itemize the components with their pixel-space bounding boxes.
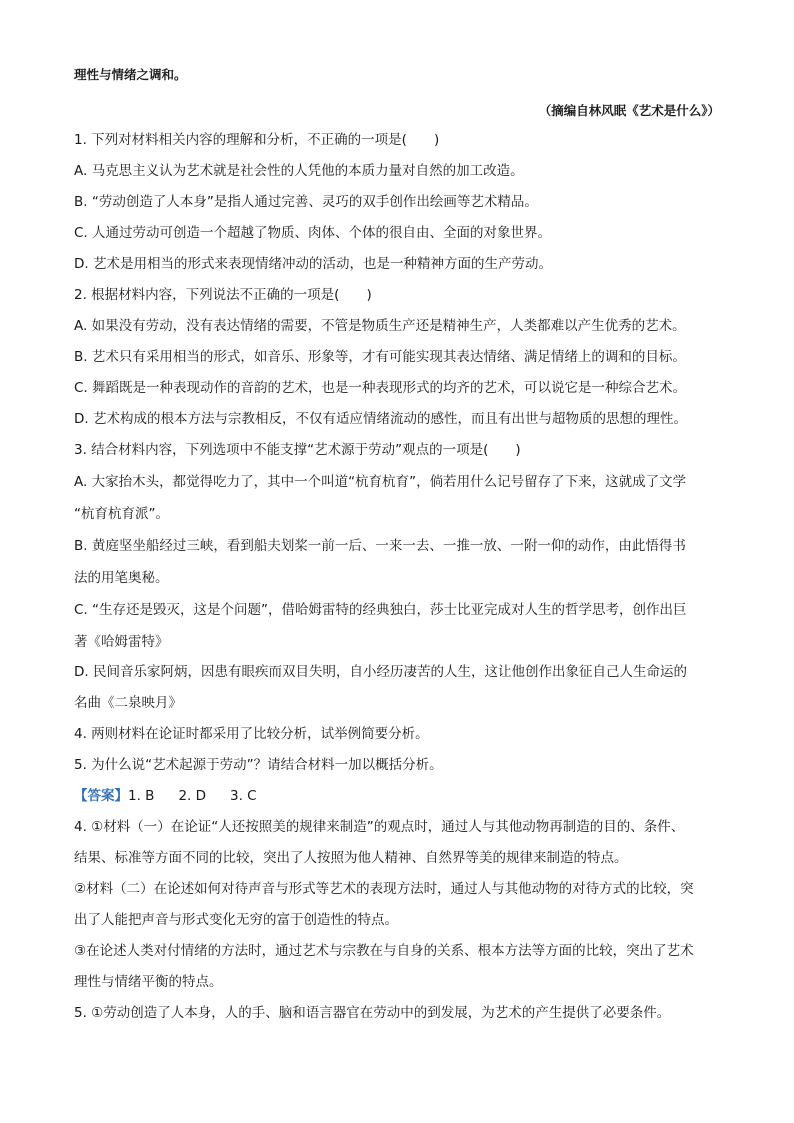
question-3-stem: 3. 结合材料内容，下列选项中不能支撑“艺术源于劳动”观点的一项是( ) — [74, 442, 521, 458]
question-1-option-c: C. 人通过劳动可创造一个超越了物质、肉体、个体的很自由、全面的对象世界。 — [74, 225, 552, 241]
answer-5-line-1: 5. ①劳动创造了人本身，人的手、脑和语言器官在劳动中的到发展，为艺术的产生提供了必要条件。 — [74, 1005, 671, 1021]
question-3-option-d-line-2: 名曲《二泉映月》 — [74, 695, 182, 711]
question-2-option-c: C. 舞蹈既是一种表现动作的音韵的艺术，也是一种表现形式的均齐的艺术，可以说它是一种综合艺术。 — [74, 380, 687, 396]
question-4: 4. 两则材料在论证时都采用了比较分析，试举例简要分析。 — [74, 726, 429, 742]
question-2-stem: 2. 根据材料内容，下列说法不正确的一项是( ) — [74, 287, 372, 303]
answer-4-line-3: ②材料（二）在论述如何对待声音与形式等艺术的表现方法时，通过人与其他动物的对待方式的比较，突 — [74, 881, 694, 897]
answer-tag: 【答案】 — [74, 788, 128, 804]
question-3-option-c-line-1: C. “生存还是毁灭，这是个问题”，借哈姆雷特的经典独白，莎士比亚完成对人生的哲学思考，创作出巨 — [74, 602, 687, 618]
question-3-option-c-line-2: 著《哈姆雷特》 — [74, 634, 169, 650]
answer-4-line-1: 4. ①材料（一）在论证“人还按照美的规律来制造”的观点时，通过人与其他动物再制造的目的、条件、 — [74, 819, 685, 835]
question-2-option-b: B. 艺术只有采用相当的形式，如音乐、形象等，才有可能实现其表达情绪、满足情绪上的调和的目标。 — [74, 349, 686, 365]
answer-4-line-4: 出了人能把声音与形式变化无穷的富于创造性的特点。 — [74, 912, 398, 928]
question-3-option-a-line-1: A. 大家抬木头，都觉得吃力了，其中一个叫道“杭育杭育”，倘若用什么记号留存了下来，这就成了文学 — [74, 474, 687, 490]
question-1-option-d: D. 艺术是用相当的形式来表现情绪冲动的活动，也是一种精神方面的生产劳动。 — [74, 256, 552, 272]
question-5: 5. 为什么说“艺术起源于劳动”？请结合材料一加以概括分析。 — [74, 757, 443, 773]
question-3-option-a-line-2: “杭育杭育派”。 — [74, 506, 169, 522]
answer-2: 2. D — [178, 788, 207, 804]
question-1-stem: 1. 下列对材料相关内容的理解和分析，不正确的一项是( ) — [74, 132, 440, 148]
question-3-option-d-line-1: D. 民间音乐家阿炳，因患有眼疾而双目失明，自小经历凄苦的人生，这让他创作出象征自己人生命运的 — [74, 664, 687, 680]
answer-3: 3. C — [230, 788, 257, 804]
source-citation: （摘编自林风眠《艺术是什么》） — [538, 103, 720, 118]
question-2-option-a: A. 如果没有劳动，没有表达情绪的需要，不管是物质生产还是精神生产，人类都难以产生优秀的艺术。 — [74, 318, 686, 334]
answer-4-line-5: ③在论述人类对付情绪的方法时，通过艺术与宗教在与自身的关系、根本方法等方面的比较，突出了艺术 — [74, 943, 694, 959]
question-3-option-b-line-1: B. 黄庭坚坐船经过三峡，看到船夫划桨一前一后、一来一去、一推一放、一附一仰的动作，由此悟得书 — [74, 538, 686, 554]
answer-line — [74, 787, 257, 805]
question-3-option-b-line-2: 法的用笔奥秘。 — [74, 570, 169, 586]
question-2-option-d: D. 艺术构成的根本方法与宗教相反，不仅有适应情绪流动的感性，而且有出世与超物质的思想的理性。 — [74, 411, 687, 427]
paragraph-ending: 理性与情绪之调和。 — [74, 67, 187, 82]
question-1-option-b: B. “劳动创造了人本身”是指人通过完善、灵巧的双手创作出绘画等艺术精品。 — [74, 194, 538, 210]
answer-1: 1. B — [128, 788, 155, 804]
answer-4-line-2: 结果、标准等方面不同的比较，突出了人按照为他人精神、自然界等美的规律来制造的特点。 — [74, 850, 628, 866]
answer-4-line-6: 理性与情绪平衡的特点。 — [74, 974, 223, 990]
question-1-option-a: A. 马克思主义认为艺术就是社会性的人凭他的本质力量对自然的加工改造。 — [74, 163, 524, 179]
